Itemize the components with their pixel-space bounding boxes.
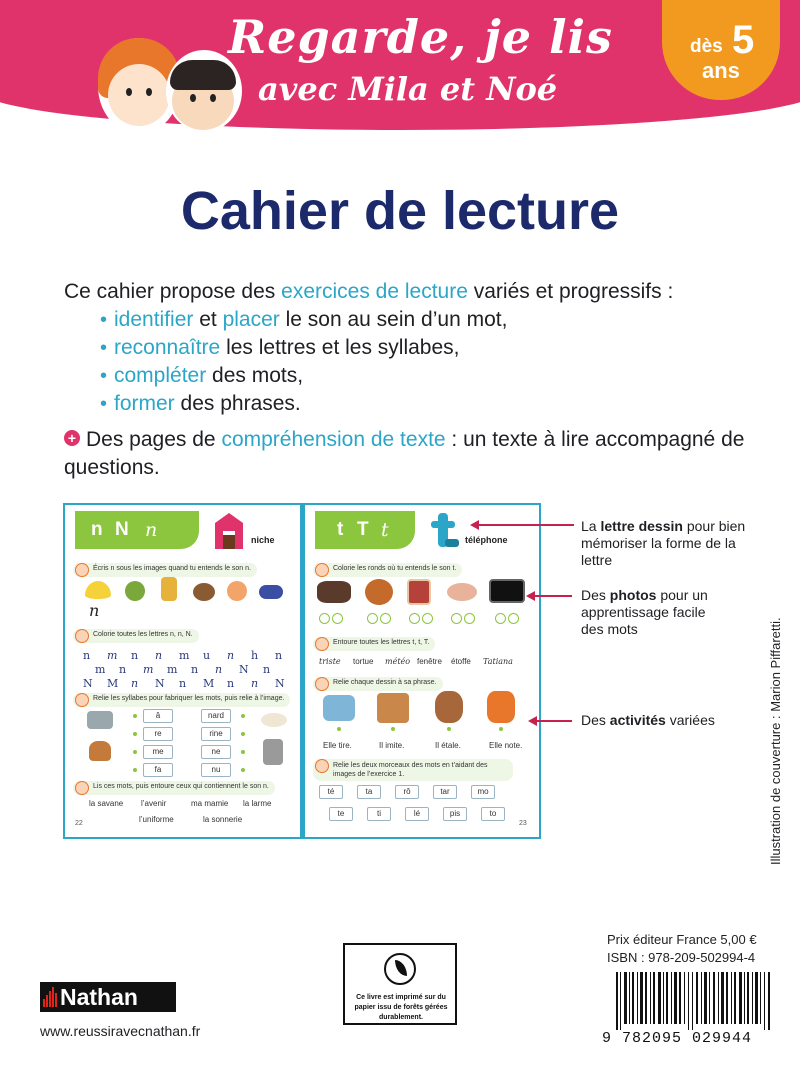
intro-extra-after: : un texte à lire accompagné de questions. [64,428,745,479]
svg-text:u: u [203,649,211,662]
svg-text:m: m [167,663,178,676]
svg-text:n: n [119,663,127,676]
callout-text: pour bien mémoriser la forme de la lettre [581,518,746,568]
exercise-text: Relie chaque dessin à sa phrase. [333,679,437,686]
link-dot [391,727,395,731]
svg-text:N: N [275,677,285,689]
tart-picture [365,579,393,605]
leaf-icon [395,960,407,976]
word-item: l’avenir [141,799,167,808]
archer-picture [487,691,515,723]
child-face-icon [75,693,89,707]
book-preview [63,503,541,839]
svg-text:n: n [275,649,283,662]
svg-text:n: n [83,649,91,662]
exercise-instruction [73,781,275,795]
letter-drawing-niche-icon [211,511,247,549]
svg-text:n: n [131,649,139,662]
svg-text:n: n [227,649,235,662]
intro-text [64,278,764,482]
callout-arrow-line [536,720,572,722]
book-leaf-icon [384,953,416,985]
exercise-instruction [313,759,513,781]
credit-text: Illustration de couverture : Marion Piffaretti. [768,617,783,865]
exercise-text: Entoure toutes les lettres t, t, T. [333,639,430,646]
sound-ring [451,613,462,624]
svg-text:m: m [95,663,106,676]
letter-lowercase: t [337,519,344,540]
callout-bold: activités [609,712,666,728]
callout-text: La [581,518,601,534]
sound-ring [422,613,433,624]
svg-text:N: N [83,677,93,689]
exercise-text: Lis ces mots, puis entoure ceux qui contiennent le son n. [93,783,269,790]
syllable-box: re [143,727,173,741]
exercise-instruction [73,563,257,577]
syllable-box: nu [201,763,231,777]
intro-extra-highlight: compréhension de texte [221,428,446,451]
bullet-highlight: former [114,392,175,415]
letter-header-bar [75,511,199,549]
sound-ring [380,613,391,624]
svg-text:n: n [215,663,223,676]
link-dot [241,714,245,718]
bullet-highlight: identifier [114,308,194,331]
age-suffix: ans [702,58,740,83]
child-face-icon [315,759,329,773]
link-dot [241,732,245,736]
word-piece: te [329,807,353,821]
publisher-logo [40,982,176,1012]
motorcycle-picture [317,581,351,603]
exercise-instruction [313,637,435,651]
syllable-box: rine [201,727,231,741]
callout-text: pour un apprentissage facile des mots [581,587,708,637]
girl-drawing-picture [323,695,355,721]
fox-picture [89,741,111,761]
intro-lead [64,278,764,306]
callout-bold: lettre dessin [600,518,683,534]
link-dot [241,750,245,754]
intro-lead-highlight: exercices de lecture [281,280,468,303]
letter-cursive: n [145,519,158,541]
sound-ring [508,613,519,624]
exercise-text: Écris n sous les images quand tu entends le son n. [93,565,251,572]
boy-desk-picture [377,693,409,723]
kiwi-picture [125,581,145,601]
word-piece: pis [443,807,467,821]
word-item: fenêtre [417,657,442,666]
word-item: la sonnerie [203,815,243,824]
preview-page-left [65,505,300,837]
page-number: 23 [519,820,527,827]
callout-text: Des [581,712,610,728]
svg-text:M: M [107,677,119,689]
svg-text:M: M [203,677,215,689]
intro-bullet-list [100,306,764,418]
child-face-icon [315,637,329,651]
exercise-instruction [73,629,199,643]
syllable-box: fa [143,763,173,777]
preview-page-right [305,505,540,837]
word-piece: té [319,785,343,799]
eco-label [343,943,457,1025]
svg-text:n: n [179,677,187,689]
eco-label-text: Ce livre est imprimé sur du papier issu de forêts gérées durablement. [354,994,448,1021]
sound-ring [332,613,343,624]
letter-word: niche [251,535,275,545]
exercise-text: Colorie les ronds où tu entends le son t. [333,565,457,572]
word-piece: rô [395,785,419,799]
word-item: l’uniforme [139,815,174,824]
link-dot [133,750,137,754]
hazelnut-picture [193,583,215,601]
arrow-left-icon [470,520,479,530]
peach-picture [227,581,247,601]
intro-extra-before: Des pages de [86,428,222,451]
callout-bold: photos [609,587,657,603]
eye [210,94,216,102]
plus-icon: + [64,430,80,446]
svg-text:n: n [155,649,163,662]
callout-text: Des [581,587,610,603]
eye [190,94,196,102]
arrow-left-icon [526,591,535,601]
bullet-text: des mots, [206,364,304,387]
age-prefix: dès [690,36,723,57]
intro-lead-after: variés et progressifs : [467,280,674,303]
syllable-box: nard [201,709,231,723]
header-banner [0,0,800,138]
flour-picture [261,713,287,727]
sentence-item: Elle tire. [323,741,352,750]
child-face-icon [75,781,89,795]
sound-ring [495,613,506,624]
barcode-bars [610,972,786,1030]
barcode [600,968,796,1056]
word-piece: ta [357,785,381,799]
svg-text:m: m [107,649,118,662]
link-dot [337,727,341,731]
child-face-icon [75,629,89,643]
syllable-box: me [143,745,173,759]
isbn-text: ISBN : 978-209-502994-4 [607,950,756,965]
blueberries-picture [259,585,283,599]
letter-word: téléphone [465,535,508,545]
word-piece: mo [471,785,495,799]
exercise-text: Relie les syllabes pour fabriquer les mots, puis relie à l’image. [93,695,285,702]
letter-uppercase: N [115,519,129,540]
word-item: tortue [353,657,374,666]
nathan-bars-icon [43,987,57,1007]
letter-drawing-telephone-icon [425,511,461,549]
link-dot [133,732,137,736]
sound-ring [409,613,420,624]
word-item: ma mamie [191,799,229,808]
television-picture [489,579,525,603]
series-title-line1: Regarde, je lis [228,10,613,64]
noe-hair [170,60,236,90]
price-text: Prix éditeur France 5,00 € [607,932,757,947]
sound-ring [367,613,378,624]
list-item [100,362,764,390]
age-number: 5 [732,18,755,62]
barcode-number: 9 782095 029944 [602,1030,753,1047]
intro-extra [64,426,764,482]
word-piece: tar [433,785,457,799]
ham-picture [447,583,477,601]
arrow-left-icon [528,716,537,726]
svg-text:N: N [239,663,249,676]
cursive-n: n [89,601,100,620]
word-item: la larme [243,799,272,808]
child-face-icon [75,563,89,577]
list-item [100,306,764,334]
syllable-box: ne [201,745,231,759]
callout-photos [581,587,731,638]
svg-text:n: n [191,663,199,676]
publisher-website[interactable]: www.reussiravecnathan.fr [40,1023,201,1039]
word-item: Tatiana [483,657,513,666]
svg-text:h: h [251,649,259,662]
monkey-picture [435,691,463,723]
bullet-text: le son au sein d’un mot, [279,308,508,331]
sewing-machine-picture [87,711,113,729]
syllable-box: â [143,709,173,723]
sound-ring [464,613,475,624]
intro-lead-before: Ce cahier propose des [64,280,282,303]
letter-header-bar [315,511,415,549]
exercise-text: Relie les deux morceaux des mots en t’aidant des images de l’exercice 1. [333,762,488,778]
exercise-instruction [313,677,443,691]
svg-text:n: n [227,677,235,689]
rug-picture [407,579,431,605]
banana-picture [85,581,111,599]
callout-arrow-line [534,595,572,597]
sentence-item: Il étale. [435,741,461,750]
callout-arrow-line [478,524,574,526]
publisher-name: Nathan [60,984,138,1010]
svg-text:m: m [179,649,190,662]
callout-letter-drawing [581,518,751,569]
sound-ring [319,613,330,624]
eye [146,88,152,96]
eye [126,88,132,96]
bullet-highlight: reconnaître [114,336,221,359]
donkey-picture [263,739,283,765]
link-dot [133,768,137,772]
sentence-item: Il imite. [379,741,405,750]
link-dot [133,714,137,718]
svg-text:n: n [131,677,139,689]
word-item: triste [319,657,341,666]
sentence-item: Elle note. [489,741,523,750]
letter-lowercase: n [91,519,103,540]
word-item: étoffe [451,657,471,666]
series-title-line2: avec Mila et Noé [258,70,558,108]
callout-activities [581,712,751,729]
letters-to-color-grid [79,647,289,689]
word-item: la savane [89,799,124,808]
svg-text:n: n [263,663,271,676]
child-face-icon [315,563,329,577]
bullet-text: des phrases. [174,392,301,415]
word-piece: to [481,807,505,821]
letter-cursive: t [381,519,389,541]
bullet-highlight: compléter [114,364,207,387]
link-dot [499,727,503,731]
child-face-icon [315,677,329,691]
mila-face [108,64,170,126]
exercise-instruction [313,563,462,577]
bullet-text: et [193,308,223,331]
exercise-text: Colorie toutes les lettres n, n, N. [93,631,193,638]
list-item [100,390,764,418]
letter-uppercase: T [357,519,369,540]
list-item [100,334,764,362]
bullet-text: les lettres et les syllabes, [220,336,460,359]
page-number: 22 [75,820,83,827]
bullet-highlight: placer [222,308,280,331]
link-dot [241,768,245,772]
svg-text:n: n [251,677,259,689]
svg-text:N: N [155,677,165,689]
pineapple-picture [161,577,177,601]
callout-text: variées [665,712,715,728]
page-title: Cahier de lecture [180,181,620,241]
word-item: météo [385,657,411,666]
link-dot [447,727,451,731]
exercise-instruction [73,693,290,707]
word-piece: ti [367,807,391,821]
svg-text:m: m [143,663,154,676]
word-piece: lé [405,807,429,821]
